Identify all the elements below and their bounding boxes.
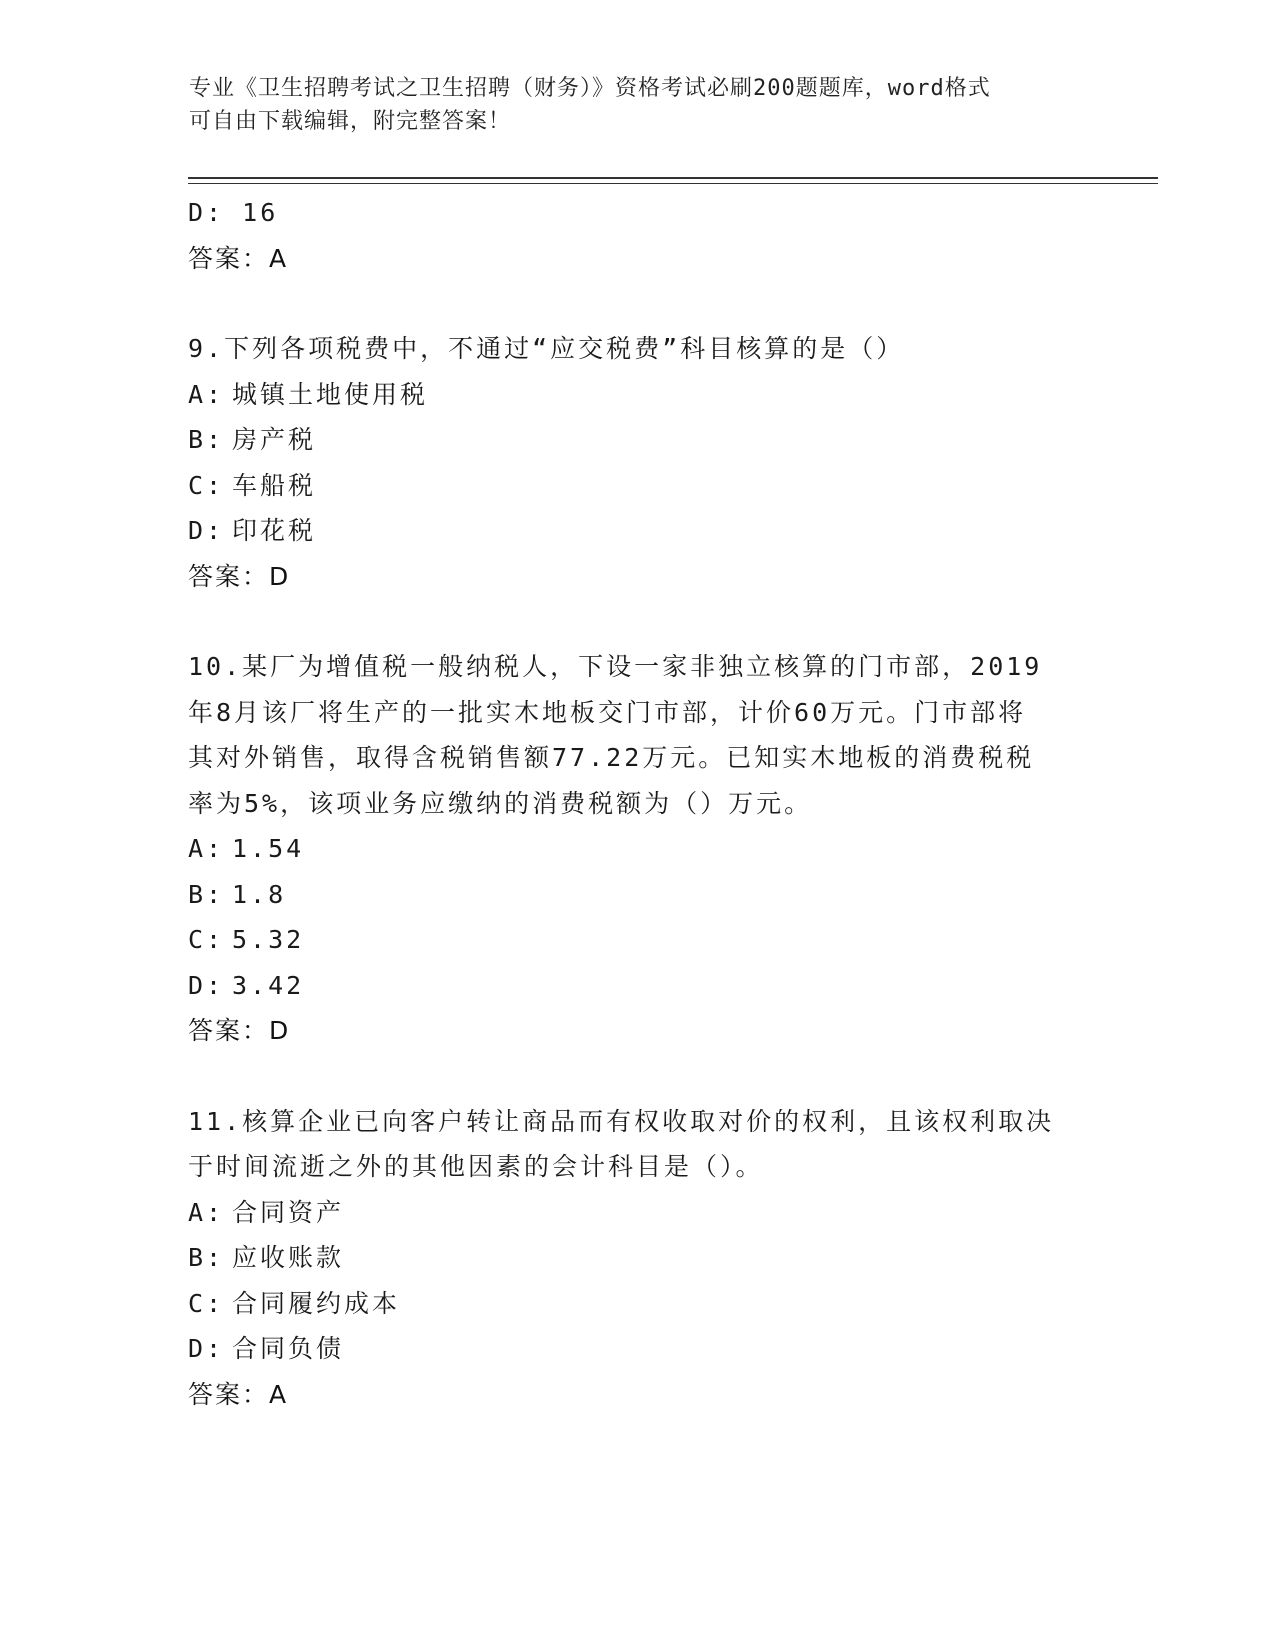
question-stem bbox=[188, 644, 1088, 826]
option-text: 应收账款 bbox=[232, 1243, 345, 1272]
option-letter: D: bbox=[188, 970, 225, 1000]
option-b bbox=[188, 1235, 1088, 1281]
option-b bbox=[188, 417, 1088, 463]
option-text: 1.54 bbox=[232, 834, 305, 863]
option-text: 城镇土地使用税 bbox=[232, 379, 429, 409]
option-b bbox=[188, 872, 1088, 918]
stem-line: 9.下列各项税费中，不通过“应交税费”科目核算的是（） bbox=[188, 334, 905, 363]
answer-line: 答案：A bbox=[188, 1379, 289, 1409]
option-letter: D: bbox=[188, 516, 225, 545]
option-letter: A: bbox=[188, 1197, 225, 1227]
stem-line: 率为5%，该项业务应缴纳的消费税额为（）万元。 bbox=[188, 788, 813, 818]
option-letter: B: bbox=[188, 879, 225, 909]
option-c bbox=[188, 1281, 1088, 1327]
question-list bbox=[188, 190, 1088, 1417]
answer-line: 答案：A bbox=[188, 243, 289, 273]
option-text: 印花税 bbox=[232, 516, 317, 545]
stem-line: 10.某厂为增值税一般纳税人，下设一家非独立核算的门市部，2019 bbox=[188, 652, 1043, 681]
option-letter: B: bbox=[188, 1243, 225, 1272]
spacer bbox=[188, 599, 1088, 644]
option-letter: D: bbox=[188, 1334, 225, 1363]
option-letter: A: bbox=[188, 834, 225, 863]
option-text: 合同负债 bbox=[232, 1334, 345, 1363]
stem-line: 其对外销售，取得含税销售额77.22万元。已知实木地板的消费税税 bbox=[188, 743, 1035, 772]
option-letter: C: bbox=[188, 925, 225, 954]
option-text: 车船税 bbox=[232, 470, 317, 500]
spacer bbox=[188, 1054, 1088, 1099]
answer-line: 答案：D bbox=[188, 561, 291, 591]
answer-line: 答案：D bbox=[188, 1016, 291, 1045]
option-c bbox=[188, 917, 1088, 963]
previous-question-tail bbox=[188, 190, 1088, 281]
question-10 bbox=[188, 644, 1088, 1054]
option-letter: C: bbox=[188, 1288, 225, 1318]
option-text: 3.42 bbox=[232, 970, 305, 1000]
spacer bbox=[188, 281, 1088, 326]
header-line-1: 专业《卫生招聘考试之卫生招聘（财务）》资格考试必刷200题题库，word格式 bbox=[189, 76, 991, 101]
option-text: 1.8 bbox=[232, 879, 287, 909]
question-9 bbox=[188, 326, 1088, 599]
option-letter: A: bbox=[188, 379, 225, 409]
option-a bbox=[188, 826, 1088, 872]
question-stem bbox=[188, 326, 1088, 372]
stem-line: 11.核算企业已向客户转让商品而有权收取对价的权利，且该权利取决 bbox=[188, 1106, 1055, 1136]
option-letter: C: bbox=[188, 470, 225, 500]
option-d bbox=[188, 1326, 1088, 1372]
stem-line: 年8月该厂将生产的一批实木地板交门市部，计价60万元。门市部将 bbox=[188, 697, 1027, 727]
option-a bbox=[188, 1190, 1088, 1236]
option-text: 合同资产 bbox=[232, 1197, 345, 1227]
option-text: 5.32 bbox=[232, 925, 305, 954]
option-d bbox=[188, 508, 1088, 554]
option-a bbox=[188, 372, 1088, 418]
document-header bbox=[189, 72, 1069, 138]
option-letter: B: bbox=[188, 425, 225, 454]
option-d: D: 16 bbox=[188, 198, 279, 227]
question-11 bbox=[188, 1099, 1088, 1418]
option-d bbox=[188, 963, 1088, 1009]
header-divider-thin bbox=[188, 183, 1158, 184]
option-text: 房产税 bbox=[232, 425, 317, 454]
option-text: 合同履约成本 bbox=[232, 1288, 401, 1318]
header-line-2: 可自由下载编辑，附完整答案！ bbox=[189, 109, 512, 134]
option-c bbox=[188, 463, 1088, 509]
header-divider-thick bbox=[188, 177, 1158, 179]
stem-line: 于时间流逝之外的其他因素的会计科目是（）。 bbox=[188, 1152, 764, 1181]
question-stem bbox=[188, 1099, 1088, 1190]
